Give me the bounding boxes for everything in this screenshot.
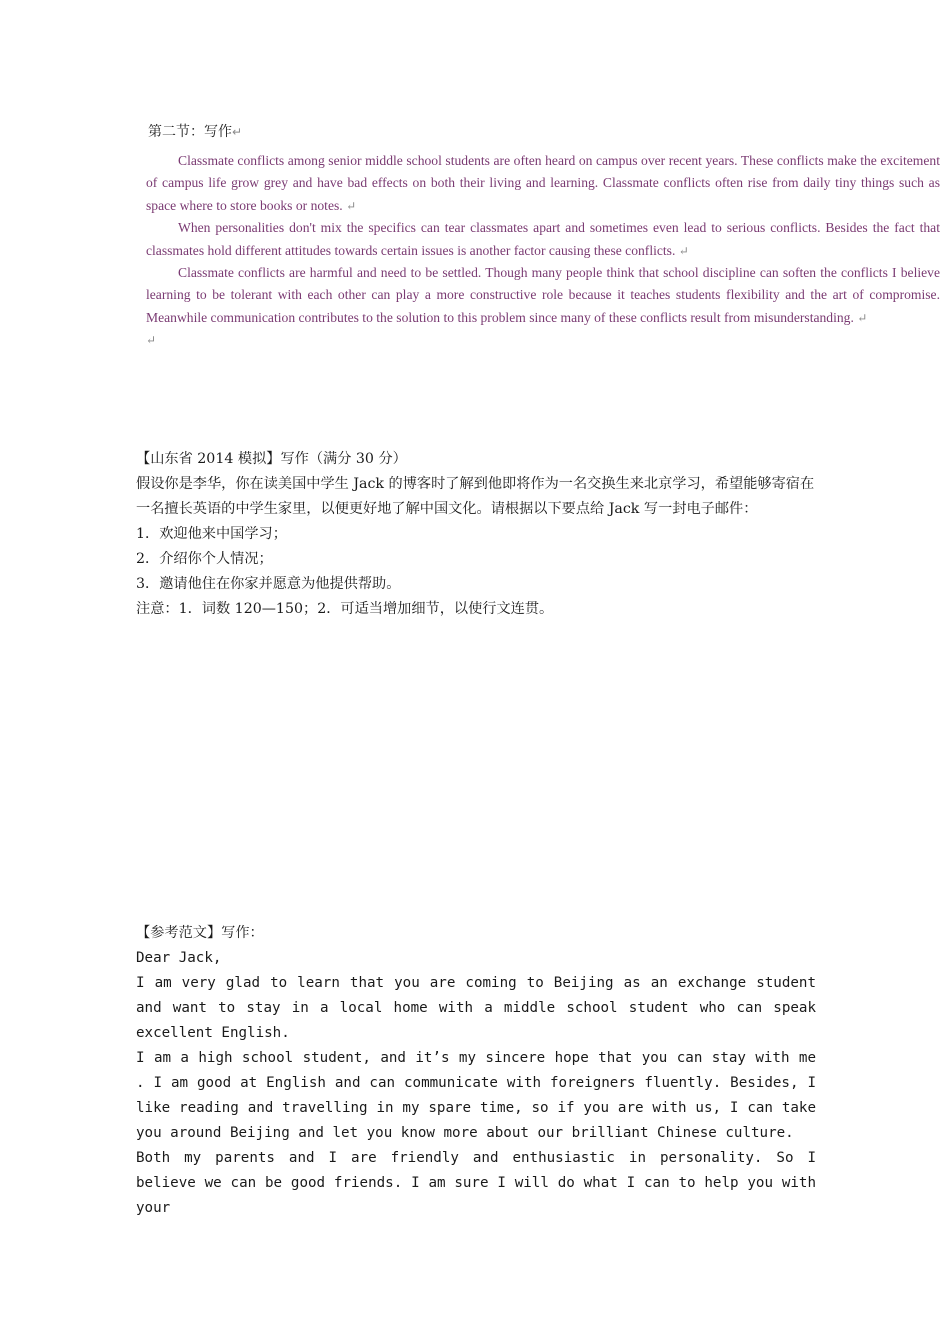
scan-paragraph-3: Classmate conflicts are harmful and need to be settled. Though many people think that school discipline can soften the conflicts I believe learning to be tolerant with each other can play a more constructive role because it teaches students flexibility and the art of compromise. Meanwhile communication contributes to the solution to this problem since many of these conflicts result from misunderstanding. ↵ — [146, 265, 940, 325]
task-title: 【山东省 2014 模拟】写作（满分 30 分） — [136, 451, 407, 467]
paragraph-mark: ↵ — [232, 125, 243, 139]
answer-paragraph-3: Both my parents and I are friendly and enthusiastic in personality. So I believe we can be good friends. I am sure I will do what I can to help you with your — [136, 1150, 816, 1216]
salutation: Dear Jack, — [136, 950, 222, 966]
scan-paragraph-1: Classmate conflicts among senior middle school students are often heard on campus over recent years. These conflicts make the excitement of campus life grow grey and have bad effects on both their living and learning. Classmate conflicts often rise from daily tiny things such as space where to store books or notes. ↵ — [146, 153, 940, 213]
task-point-3: 3．邀请他住在你家并愿意为他提供帮助。 — [136, 576, 401, 592]
answer-paragraph-1: I am very glad to learn that you are coming to Beijing as an exchange student and want to stay in a local home with a middle school student who can speak excellent English. — [136, 975, 816, 1041]
paragraph-mark: ↵ — [857, 310, 868, 325]
task-point-1: 1．欢迎他来中国学习； — [136, 526, 287, 542]
section-heading: 第二节：写作↵ — [148, 124, 243, 140]
scan-paragraph-2: When personalities don't mix the specifics can tear classmates apart and sometimes even lead to serious conflicts. Besides the fact that classmates hold different attitudes towards certain issues is another factor causing these conflicts. ↵ — [146, 220, 940, 258]
task-note: 注意：1．词数 120—150；2．可适当增加细节，以使行文连贯。 — [136, 601, 554, 617]
scanned-writing-section — [146, 122, 940, 351]
answer-paragraph-2: I am a high school student, and it’s my sincere hope that you can stay with me . I am good at English and can communicate with foreigners fluently. Besides, I like reading and travelling in my spare time, so if you are with us, I can take you around Beijing and let you know more about our brilliant Chinese culture. — [136, 1050, 816, 1141]
paragraph-mark: ↵ — [346, 198, 357, 213]
paragraph-mark: ↵ — [146, 333, 157, 348]
reference-answer — [136, 921, 816, 1221]
writing-task — [136, 447, 816, 622]
paragraph-mark: ↵ — [678, 243, 689, 258]
task-point-2: 2．介绍你个人情况； — [136, 551, 273, 567]
answer-title: 【参考范文】写作： — [136, 925, 264, 941]
task-prompt: 假设你是李华，你在读美国中学生 Jack 的博客时了解到他即将作为一名交换生来北京学习，希望能够寄宿在一名擅长英语的中学生家里，以便更好地了解中国文化。请根据以下要点给 Jack 写一封电子邮件： — [136, 476, 815, 517]
